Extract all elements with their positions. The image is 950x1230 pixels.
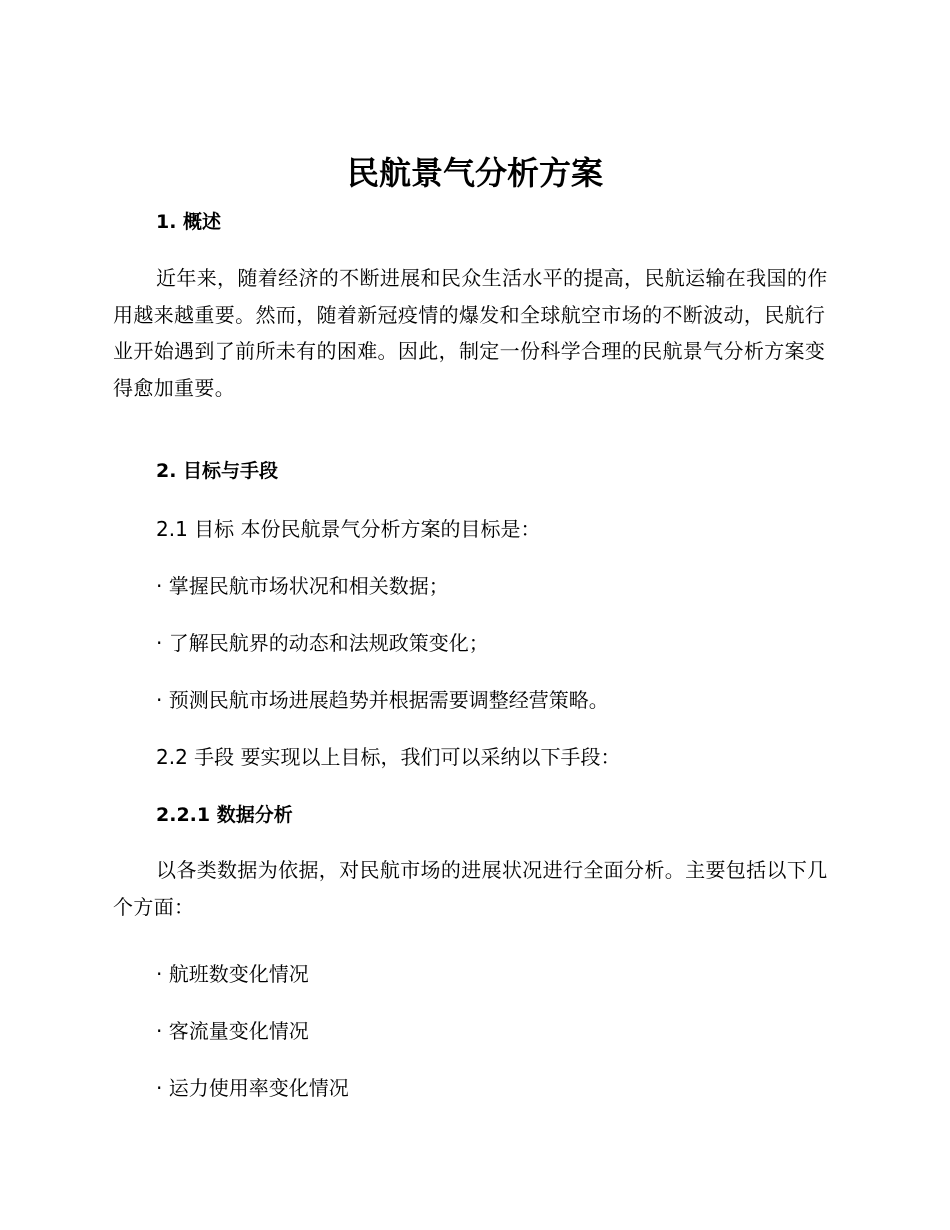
analysis-item: · 航班数变化情况 [156,962,309,986]
goal-intro: 2.1 目标 本份民航景气分析方案的目标是： [156,517,541,541]
section-heading-overview: 1. 概述 [156,211,222,233]
section-heading-goals-means: 2. 目标与手段 [156,460,279,482]
analysis-item: · 客流量变化情况 [156,1019,309,1043]
document-title: 民航景气分析方案 [346,154,603,192]
analysis-item: · 运力使用率变化情况 [156,1076,349,1100]
data-analysis-paragraph: 以各类数据为依据，对民航市场的进展状况进行全面分析。主要包括以下几个方面： [113,858,828,919]
goal-item: · 掌握民航市场状况和相关数据； [156,574,449,598]
goal-item: · 了解民航界的动态和法规政策变化； [156,631,489,655]
goal-item: · 预测民航市场进展趋势并根据需要调整经营策略。 [156,688,609,712]
subsection-heading-data-analysis: 2.2.1 数据分析 [156,804,293,826]
means-intro: 2.2 手段 要实现以上目标，我们可以采纳以下手段： [156,745,621,769]
overview-paragraph: 近年来，随着经济的不断进展和民众生活水平的提高，民航运输在我国的作用越来越重要。然而，随着新冠疫情的爆发和全球航空市场的不断波动，民航行业开始遇到了前所未有的困难。因此，制定一份科学合理的民航景气分析方案变得愈加重要。 [113,266,828,401]
